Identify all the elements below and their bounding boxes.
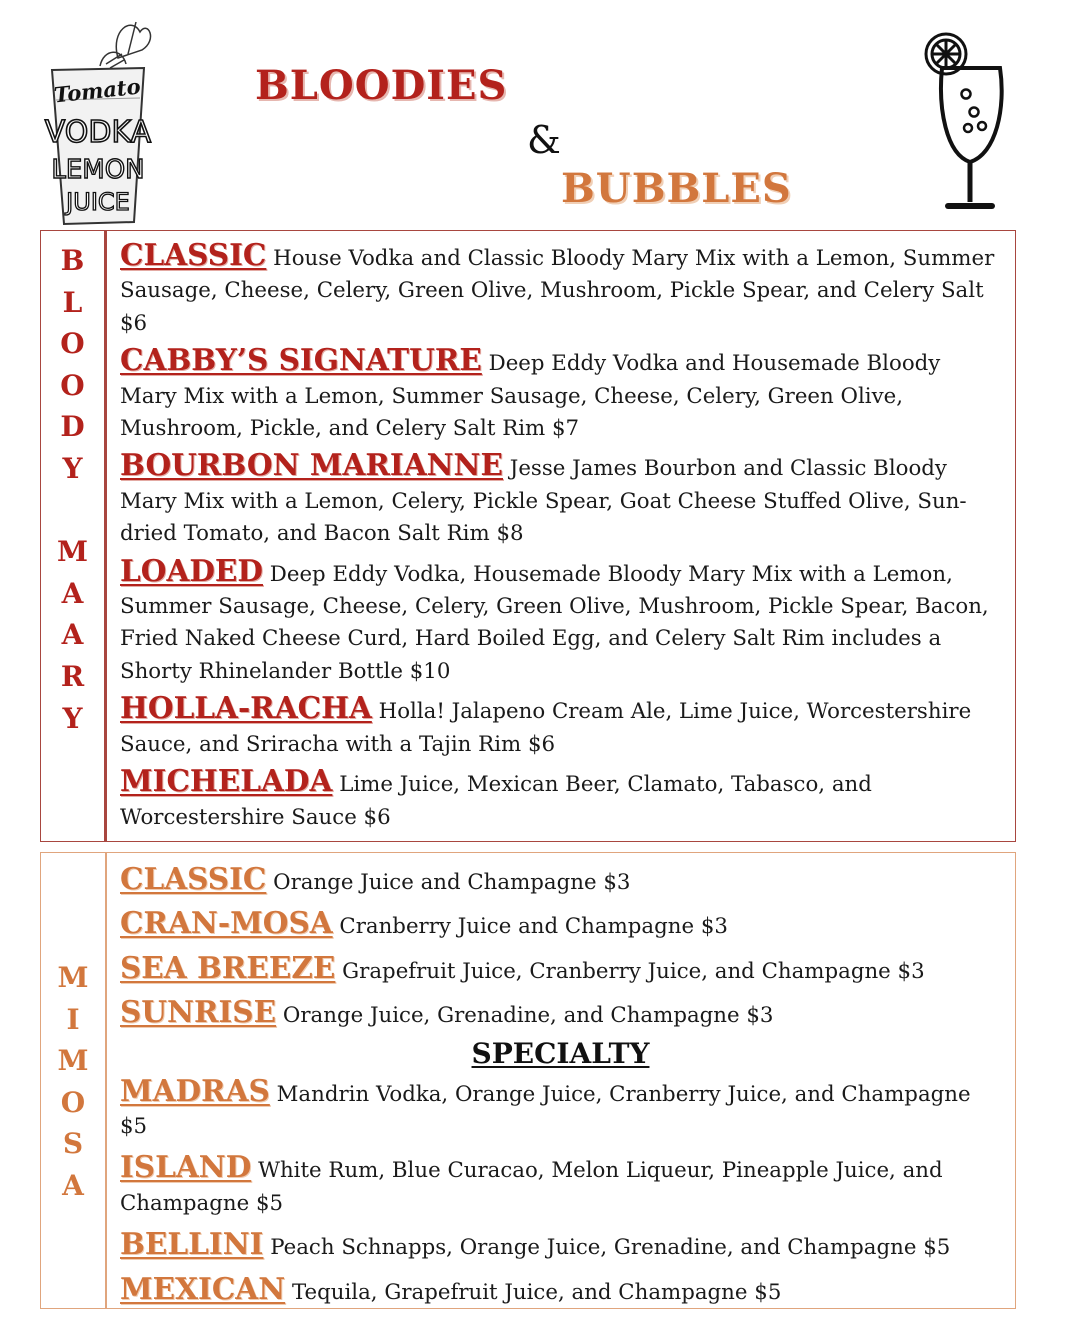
side-letter: O — [60, 368, 85, 402]
menu-item — [120, 949, 1001, 988]
item-name: BOURBON MARIANNE — [120, 447, 503, 483]
menu-item — [120, 1228, 1001, 1264]
item-name: HOLLA-RACHA — [120, 690, 372, 726]
side-letter: R — [60, 659, 85, 693]
item-name: LOADED — [120, 552, 263, 588]
item-name: SEA BREEZE — [120, 949, 336, 985]
side-letter: A — [62, 1168, 84, 1202]
item-description: Grapefruit Juice, Cranberry Juice, and Champagne $3 — [342, 958, 925, 984]
bloody-mary-items — [107, 231, 1015, 841]
item-description: Lime Juice, Mexican Beer, Clamato, Tabasco, and Worcestershire Sauce $6 — [120, 772, 872, 830]
side-letter: A — [61, 618, 84, 652]
specialty-heading: SPECIALTY — [471, 1036, 650, 1070]
item-description: Orange Juice and Champagne $3 — [273, 870, 631, 895]
side-letter: A — [61, 576, 84, 610]
item-name: CLASSIC — [120, 237, 267, 272]
side-letter: B — [60, 244, 85, 277]
side-letter: O — [60, 1085, 86, 1119]
side-letter: D — [60, 410, 85, 444]
logo-word-4: JUICE — [66, 188, 130, 216]
mimosa-section — [40, 852, 1016, 1309]
item-description: Orange Juice, Grenadine, and Champagne $3 — [282, 1003, 774, 1029]
side-letter: I — [66, 1002, 80, 1036]
menu-item — [120, 449, 1001, 550]
menu-item — [120, 996, 1001, 1032]
item-name: BELLINI — [120, 1226, 264, 1262]
menu-item — [120, 1151, 1001, 1220]
item-description: Deep Eddy Vodka, Housemade Bloody Mary Mix with a Lemon, Summer Sausage, Cheese, Celery, Green Olive, Mushroom, Pickle Spear, Bacon, Fried Naked Cheese Curd, Hard Boiled Egg, and Celery Salt Rim includes a Shorty Rhinelander Bottle $10 — [120, 561, 989, 684]
menu-item — [120, 863, 1001, 899]
menu-item — [120, 1072, 1001, 1144]
mimosa-items — [107, 853, 1015, 1308]
item-description: Jesse James Bourbon and Classic Bloody Mary Mix with a Lemon, Celery, Pickle Spear, Goat Cheese Stuffed Olive, Sun-dried Tomato, and Bacon Salt Rim $8 — [120, 456, 967, 547]
side-letter: Y — [62, 701, 83, 735]
item-description: Deep Eddy Vodka and Housemade Bloody Mary Mix with a Lemon, Summer Sausage, Cheese, Celery, Green Olive, Mushroom, Pickle, and Celery Salt Rim $7 — [120, 351, 941, 442]
item-name: MADRAS — [120, 1072, 270, 1108]
menu-item — [120, 1270, 1001, 1309]
item-description: Mandrin Vodka, Orange Juice, Cranberry Juice, and Champagne $5 — [120, 1081, 971, 1140]
item-description: Tequila, Grapefruit Juice, and Champagne $5 — [291, 1279, 782, 1305]
bloody-mary-section — [40, 230, 1016, 842]
item-name: MEXICAN — [120, 1270, 286, 1306]
menu-item — [120, 344, 1001, 445]
item-description: Peach Schnapps, Orange Juice, Grenadine, and Champagne $5 — [270, 1235, 951, 1261]
item-description: House Vodka and Classic Bloody Mary Mix with a Lemon, Summer Sausage, Cheese, Celery, Green Olive, Mushroom, Pickle Spear, and Celery Salt $6 — [120, 246, 995, 336]
logo-word-1: Tomato — [52, 73, 142, 108]
item-name: CRAN-MOSA — [120, 905, 333, 941]
menu-item — [120, 552, 1001, 689]
item-description: White Rum, Blue Curacao, Melon Liqueur, Pineapple Juice, and Champagne $5 — [120, 1158, 943, 1216]
title-bubbles: BUBBLES — [561, 165, 792, 212]
side-letter: M — [57, 961, 89, 994]
side-letter: L — [62, 285, 83, 319]
item-name: CLASSIC — [120, 861, 267, 896]
item-description: Holla! Jalapeno Cream Ale, Lime Juice, Worcestershire Sauce, and Sriracha with a Tajin Rim $6 — [120, 699, 972, 757]
menu-item — [120, 239, 1001, 340]
menu-item — [120, 907, 1001, 943]
menu-item — [120, 765, 1001, 834]
item-name: SUNRISE — [120, 994, 277, 1030]
side-letter: M — [57, 1044, 89, 1078]
side-letter: O — [60, 327, 85, 361]
item-name: ISLAND — [120, 1149, 252, 1185]
menu-item — [120, 692, 1001, 761]
title-ampersand: & — [527, 118, 562, 162]
garnish-icon — [100, 22, 151, 68]
champagne-glass-icon — [912, 28, 1012, 216]
bloody-mary-glass-logo — [40, 10, 158, 230]
side-letter: Y — [62, 451, 83, 485]
title-bloodies: BLOODIES — [255, 62, 508, 109]
logo-word-2: VODKA — [44, 115, 152, 150]
item-name: CABBY’S SIGNATURE — [120, 342, 482, 378]
item-name: MICHELADA — [120, 763, 333, 799]
side-letter: S — [62, 1127, 84, 1161]
bloody-mary-side-label — [41, 231, 107, 841]
mimosa-side-label — [41, 853, 107, 1308]
side-letter: M — [57, 535, 88, 569]
item-description: Cranberry Juice and Champagne $3 — [339, 914, 728, 940]
logo-word-3: LEMON — [51, 155, 145, 185]
